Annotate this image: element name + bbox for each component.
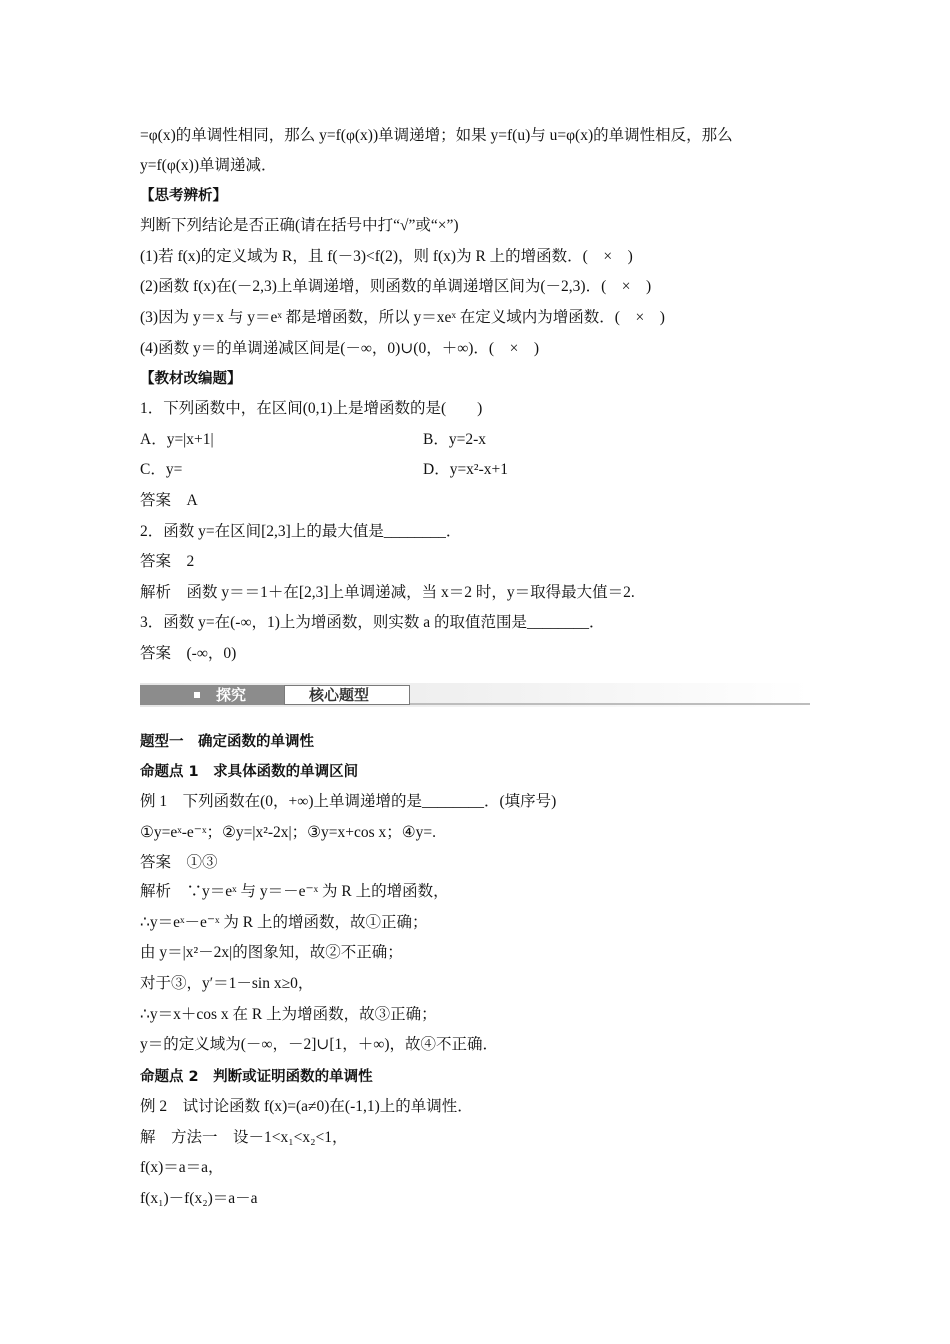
analysis-line: ∴y＝x＋cos x 在 R 上为增函数，故③正确； bbox=[140, 1006, 437, 1023]
answer-line: 答案 A bbox=[140, 492, 198, 509]
banner-left-block bbox=[140, 685, 284, 705]
answer-line: 答案 (-∞，0) bbox=[140, 645, 237, 662]
banner-right-label: 核心题型 bbox=[309, 686, 370, 704]
text-line: (2)函数 f(x)在(－2,3)上单调递增，则函数的单调递增区间为(－2,3)．( × ) bbox=[140, 278, 652, 295]
section-banner bbox=[140, 683, 810, 709]
text-line: (4)函数 y＝的单调递减区间是(－∞，0)∪(0，＋∞)．( × ) bbox=[140, 340, 539, 357]
analysis-line: 解析 ∵y＝eˣ 与 y＝－e⁻ˣ 为 R 上的增函数， bbox=[140, 883, 449, 900]
subtopic-heading: 命题点 1 求具体函数的单调区间 bbox=[140, 764, 359, 780]
section-heading: 【教材改编题】 bbox=[140, 371, 242, 387]
subtopic-heading: 命题点 2 判断或证明函数的单调性 bbox=[140, 1069, 373, 1085]
option-c: C．y= bbox=[140, 461, 183, 478]
text-line: =φ(x)的单调性相同，那么 y=f(φ(x))单调递增；如果 y=f(u)与 u=φ(x)的单调性相反，那么 bbox=[140, 127, 733, 144]
banner-underline bbox=[408, 703, 810, 705]
text-line: y=f(φ(x))单调递减． bbox=[140, 157, 277, 174]
banner-right-block bbox=[284, 685, 410, 705]
answer-line: 答案 2 bbox=[140, 553, 195, 570]
text-line: 判断下列结论是否正确(请在括号中打“√”或“×”) bbox=[140, 217, 459, 234]
square-bullet-icon bbox=[194, 692, 200, 698]
solution-line: f(x)＝a＝a， bbox=[140, 1159, 224, 1176]
option-b: B．y=2-x bbox=[423, 431, 486, 448]
example-line: ①y=eˣ-e⁻ˣ；②y=|x²-2x|；③y=x+cos x；④y=. bbox=[140, 824, 437, 841]
analysis-line: 对于③，y′＝1－sin x≥0， bbox=[140, 975, 314, 992]
text-line: (1)若 f(x)的定义域为 R，且 f(－3)<f(2)，则 f(x)为 R 上的增函数．( × ) bbox=[140, 248, 633, 265]
question-line: 2．函数 y=在区间[2,3]上的最大值是________． bbox=[140, 523, 462, 540]
topic-heading: 题型一 确定函数的单调性 bbox=[140, 734, 314, 750]
example-line: 例 2 试讨论函数 f(x)=(a≠0)在(-1,1)上的单调性． bbox=[140, 1098, 473, 1115]
solution-line: 解 方法一 设－1<x₁<x₂<1， bbox=[140, 1129, 348, 1146]
analysis-line: ∴y＝eˣ－e⁻ˣ 为 R 上的增函数，故①正确； bbox=[140, 914, 428, 931]
section-heading: 【思考辨析】 bbox=[140, 188, 227, 204]
option-d: D．y=x²-x+1 bbox=[423, 461, 508, 478]
analysis-line: 由 y＝|x²－2x|的图象知，故②不正确； bbox=[140, 944, 403, 961]
banner-left-label: 探究 bbox=[216, 686, 247, 704]
text-line: (3)因为 y＝x 与 y＝eˣ 都是增函数，所以 y＝xeˣ 在定义域内为增函数．( × ) bbox=[140, 309, 665, 326]
question-line: 3．函数 y=在(-∞，1)上为增函数，则实数 a 的取值范围是________． bbox=[140, 614, 605, 631]
solution-line: f(x₁)－f(x₂)＝a－a bbox=[140, 1190, 258, 1207]
question-line: 1．下列函数中，在区间(0,1)上是增函数的是( ) bbox=[140, 400, 483, 417]
example-line: 例 1 下列函数在(0，+∞)上单调递增的是________．(填序号) bbox=[140, 793, 557, 810]
answer-line: 答案 ①③ bbox=[140, 854, 218, 871]
analysis-line: 解析 函数 y＝＝1＋在[2,3]上单调递减，当 x＝2 时，y＝取得最大值＝2. bbox=[140, 584, 635, 601]
analysis-line: y＝的定义域为(－∞，－2]∪[1，＋∞)，故④不正确． bbox=[140, 1036, 498, 1053]
option-a: A．y=|x+1| bbox=[140, 431, 214, 448]
